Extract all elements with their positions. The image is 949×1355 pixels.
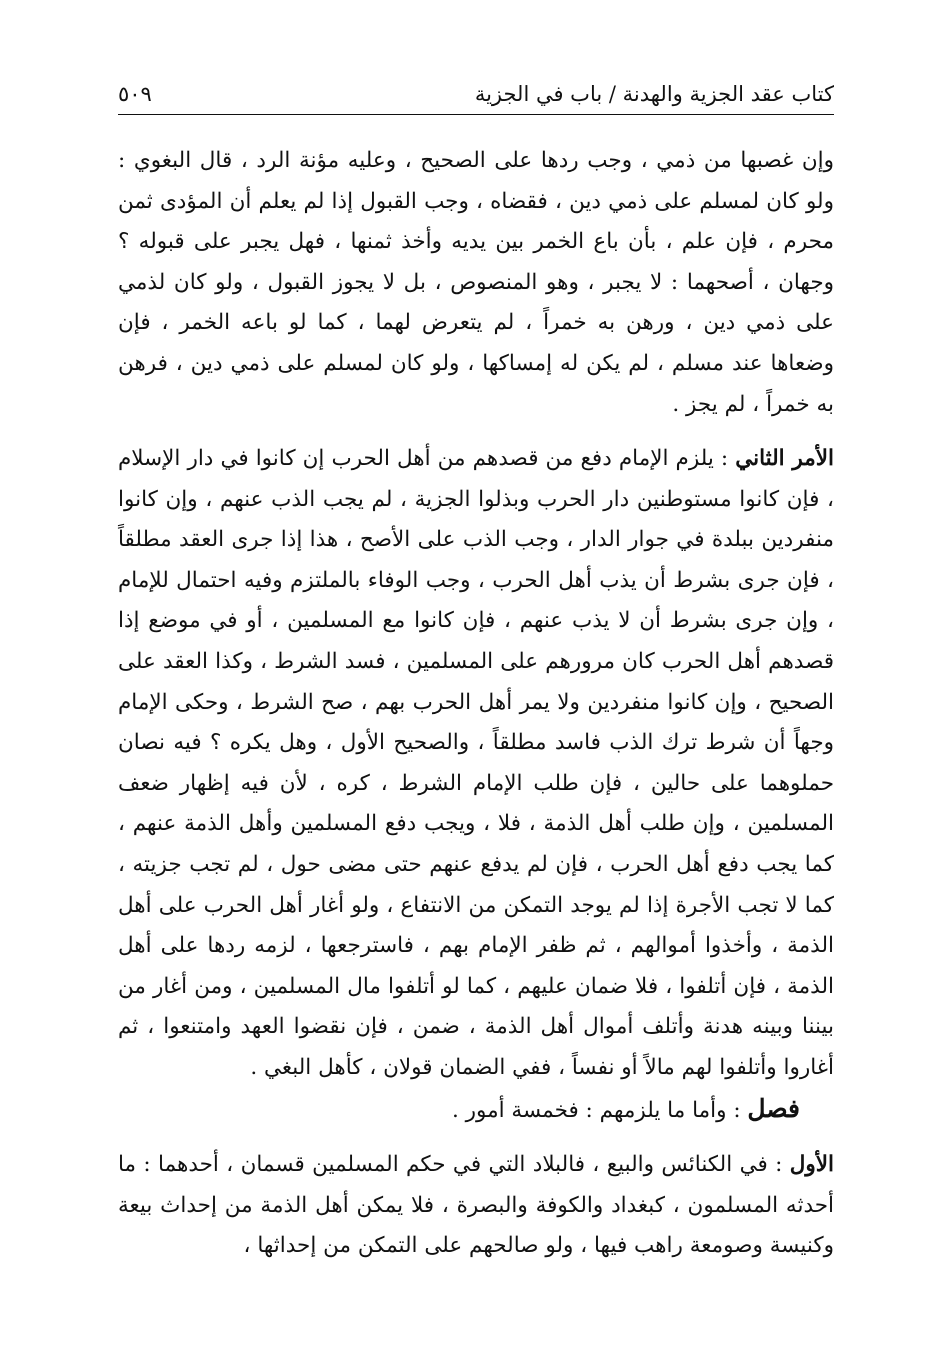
paragraph — [118, 1145, 834, 1267]
paragraph-text: : يلزم الإمام دفع من قصدهم من أهل الحرب إن كانوا في دار الإسلام ، فإن كانوا مستوطنين دار الحرب وبذلوا الجزية ، لم يجب الذب عنهم ، وإن كانوا منفردين ببلدة في جوار الدار ، وجب الذب على الأصح ، هذا إذا جرى العقد مطلقاً ، فإن جرى بشرط أن يذب أهل الحرب ، وجب الوفاء بالملتزم وفيه احتمال للإمام ، وإن جرى بشرط أن لا يذب عنهم ، فإن كانوا مع المسلمين ، أو في موضع إذا قصدهم أهل الحرب كان مرورهم على المسلمين ، فسد الشرط ، وكذا العقد على الصحيح ، وإن كانوا منفردين ولا يمر أهل الحرب بهم ، صح الشرط ، وحكى الإمام وجهاً أن شرط ترك الذب فاسد مطلقاً ، والصحيح الأول ، وهل يكره ؟ فيه نصان حملوهما على حالين ، فإن طلب الإمام الشرط ، كره ، لأن فيه إظهار ضعف المسلمين ، وإن طلب أهل الذمة ، فلا ، ويجب دفع المسلمين وأهل الذمة عنهم ، كما يجب دفع أهل الحرب ، فإن لم يدفع عنهم حتى مضى حول ، لم تجب جزيته ، كما لا تجب الأجرة إذا لم يوجد التمكن من الانتفاع ، ولو أغار أهل الحرب على أهل الذمة ، وأخذوا أموالهم ، ثم ظفر الإمام بهم ، فاسترجعها ، لزمه ردها على أهل الذمة ، فإن أتلفوا ، فلا ضمان عليهم ، كما لو أتلفوا مال المسلمين ، ومن أغار من بيننا وبينه هدنة وأتلف أموال أهل الذمة ، ضمن ، فإن نقضوا العهد وامتنعوا ، ثم أغاروا وأتلفوا لهم مالاً أو نفساً ، ففي الضمان قولان ، كأهل البغي . — [118, 446, 834, 1080]
section-heading-paragraph — [118, 1089, 834, 1131]
paragraph — [118, 141, 834, 425]
page-header — [118, 70, 834, 115]
section-heading: فصل — [747, 1094, 800, 1123]
paragraph-heading: الأمر الثاني — [735, 446, 834, 471]
paragraph-text: وإن غصبها من ذمي ، وجب ردها على الصحيح ، وعليه مؤنة الرد ، قال البغوي : ولو كان لمسلم على ذمي دين ، فقضاه ، وجب القبول إذا لم يعلم أن المؤدى ثمن محرم ، فإن علم ، بأن باع الخمر بين يديه وأخذ ثمنها ، فهل يجبر على قبوله ؟ وجهان ، أصحهما : لا يجبر ، وهو المنصوص ، بل لا يجوز القبول ، ولو كان لذمي على ذمي دين ، ورهن به خمراً ، لم يتعرض لهما ، كما لو باعه الخمر ، فإن وضعاها عند مسلم ، لم يكن له إمساكها ، ولو كان لمسلم على ذمي دين ، فرهن به خمراً ، لم يجز . — [118, 148, 834, 417]
page-number: ٥٠٩ — [118, 82, 152, 106]
paragraph-text: : وأما ما يلزمهم : فخمسة أمور . — [451, 1098, 748, 1123]
running-title: كتاب عقد الجزية والهدنة / باب في الجزية — [474, 82, 834, 106]
page-body — [118, 141, 834, 1267]
paragraph — [118, 439, 834, 1089]
paragraph-heading: الأول — [789, 1152, 834, 1177]
paragraph-text: : في الكنائس والبيع ، فالبلاد التي في حكم المسلمين قسمان ، أحدهما : ما أحدثه المسلمون ، كبغداد والكوفة والبصرة ، فلا يمكن أهل الذمة من إحداث بيعة وكنيسة وصومعة راهب فيها ، ولو صالحهم على التمكن من إحداثها ، — [118, 1152, 834, 1259]
book-page — [118, 70, 834, 1267]
